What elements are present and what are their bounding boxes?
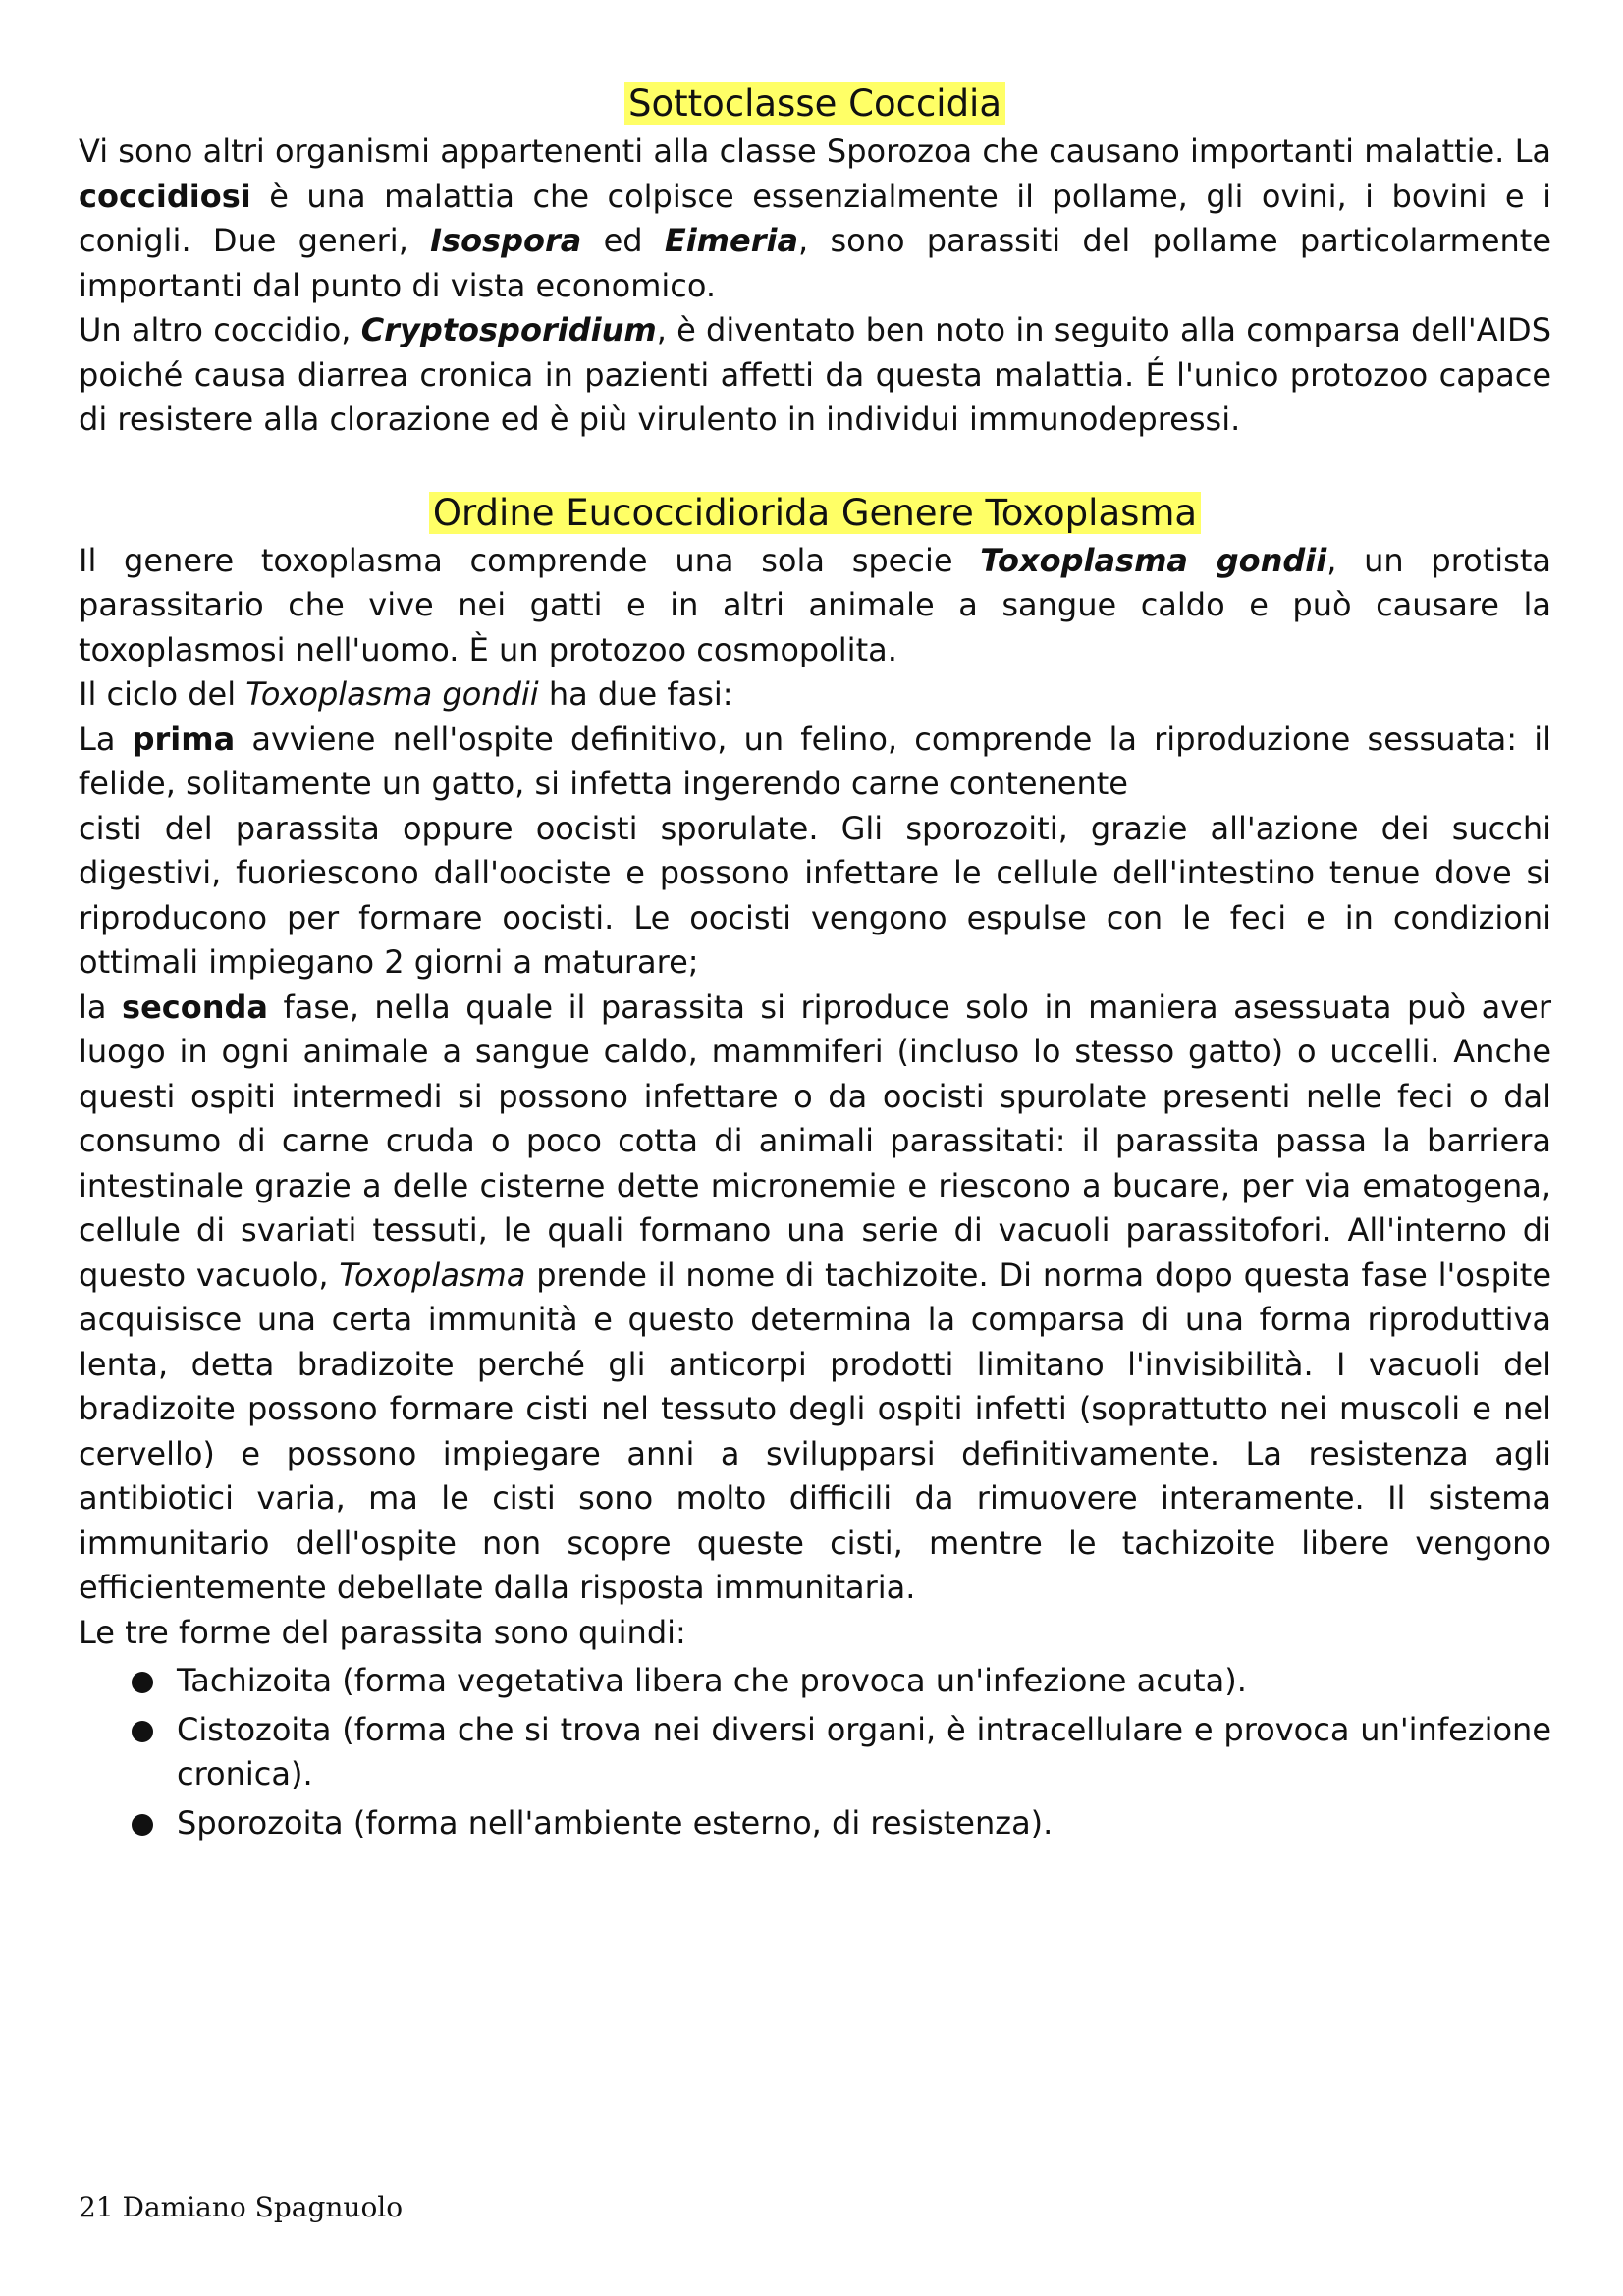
list-item: Cistozoita (forma che si trova nei diversi organi, è intracellulare e provoca un'infezione cronica). (79, 1708, 1551, 1797)
bullet-icon (132, 1721, 153, 1742)
list-item: Sporozoita (forma nell'ambiente esterno, di resistenza). (79, 1801, 1551, 1846)
paragraph-cryptosporidium: Un altro coccidio, Cryptosporidium, è diventato ben noto in seguito alla comparsa dell'AIDS poiché causa diarrea cronica in pazienti affetti da questa malattia. É l'unico protozoo capace di resistere alla clorazione ed è più virulento in individui immunodepressi. (79, 311, 1552, 438)
section-title-toxoplasma: Ordine Eucoccidiorida Genere Toxoplasma (79, 488, 1551, 539)
paragraph-prima-fase: La prima avviene nell'ospite definitivo, un felino, comprende la riproduzione sessuata: il felide, solitamente un gatto, si infetta ingerendo carne contenente cisti del parassita oppure oocisti sporulate. Gli sporozoiti, grazie all'azione dei succhi digestivi, fuoriescono dall'oociste e possono infettare le cellule dell'intestino tenue dove si riproducono per formare oocisti. Le oocisti vengono espulse con le feci e in condizioni ottimali impiegano 2 giorni a maturare; (79, 720, 1552, 981)
section-title-coccidia: Sottoclasse Coccidia (79, 79, 1551, 130)
bullet-icon (132, 1672, 153, 1693)
list-item: Tachizoita (forma vegetativa libera che provoca un'infezione acuta). (79, 1659, 1551, 1704)
bullet-icon (132, 1814, 153, 1836)
paragraph-toxoplasma-intro: Il genere toxoplasma comprende una sola specie Toxoplasma gondii, un protista parassitario che vive nei gatti e in altri animale a sangue caldo e può causare la toxoplasmosi nell'uomo. È un protozoo cosmopolita. (79, 541, 1551, 668)
paragraph-ciclo: Il ciclo del Toxoplasma gondii ha due fasi: (79, 675, 733, 713)
page-footer: 21 Damiano Spagnuolo (79, 2191, 404, 2223)
paragraph-tre-forme: Le tre forme del parassita sono quindi: (79, 1613, 686, 1651)
paragraph-coccidiosi: Vi sono altri organismi appartenenti alla classe Sporozoa che causano importanti malattie. La coccidiosi è una malattia che colpisce essenzialmente il pollame, gli ovini, i bovini e i conigli. Due generi, Isospora ed Eimeria, sono parassiti del pollame particolarmente importanti dal punto di vista economico. (79, 133, 1552, 304)
document-page (79, 79, 1551, 1845)
paragraph-seconda-fase: la seconda fase, nella quale il parassita si riproduce solo in maniera asessuata può aver luogo in ogni animale a sangue caldo, mammiferi (incluso lo stesso gatto) o uccelli. Anche questi ospiti intermedi si possono infettare o da oocisti spurolate presenti nelle feci o dal consumo di carne cruda o poco cotta di animali parassitati: il parassita passa la barriera intestinale grazie a delle cisterne dette micronemie e riescono a bucare, per via ematogena, cellule di svariati tessuti, le quali formano una serie di vacuoli parassitofori. All'interno di questo vacuolo, Toxoplasma prende il nome di tachizoite. Di norma dopo questa fase l'ospite acquisisce una certa immunità e questo determina la comparsa di una forma riproduttiva lenta, detta bradizoite perché gli anticorpi prodotti limitano l'invisibilità. I vacuoli del bradizoite possono formare cisti nel tessuto degli ospiti infetti (soprattutto nei muscoli e nel cervello) e possono impiegare anni a svilupparsi definitivamente. La resistenza agli antibiotici varia, ma le cisti sono molto difficili da rimuovere interamente. Il sistema immunitario dell'ospite non scopre queste cisti, mentre le tachizoite libere vengono efficientemente debellate dalla risposta immunitaria. (79, 988, 1552, 1606)
forms-list (79, 1659, 1551, 1845)
